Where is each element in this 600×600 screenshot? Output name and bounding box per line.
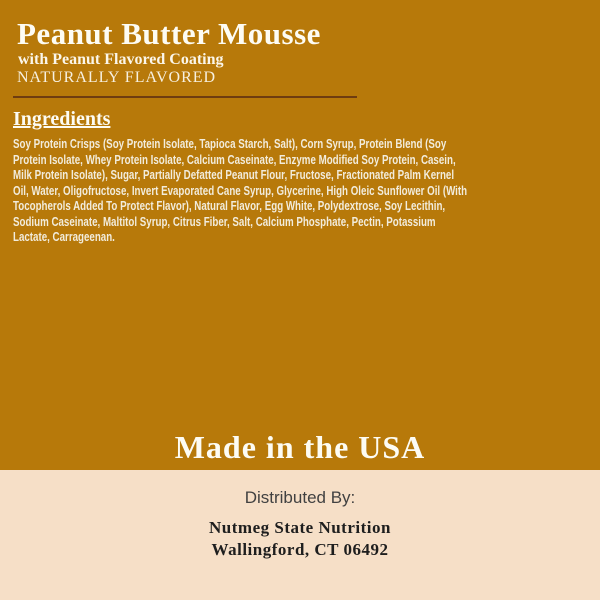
ingredient-line: Tocopherols Added To Protect Flavor), Natural Flavor, Egg White, Polydextrose, Soy Lecithin,	[13, 199, 446, 213]
ingredient-line: Milk Protein Isolate), Sugar, Partially Defatted Peanut Flour, Fructose, Fractionated Palm Kernel	[13, 168, 455, 182]
ingredients-text	[13, 137, 467, 246]
ingredient-line: Soy Protein Crisps (Soy Protein Isolate, Tapioca Starch, Salt), Corn Syrup, Protein Blend (Soy	[13, 137, 447, 151]
ingredient-line: Protein Isolate, Whey Protein Isolate, Calcium Caseinate, Enzyme Modified Soy Protein, Casein,	[13, 152, 456, 167]
ingredient-line: Lactate, Carrageenan.	[13, 230, 115, 244]
header-divider	[13, 96, 357, 98]
product-tagline: NATURALLY FLAVORED	[17, 69, 217, 86]
made-in-usa-text: Made in the USA	[174, 429, 426, 465]
distributor-address: Wallingford, CT 06492	[211, 540, 389, 559]
ingredients-heading: Ingredients	[13, 108, 111, 130]
distributor-name: Nutmeg State Nutrition	[209, 518, 391, 537]
distributed-by-label: Distributed By:	[244, 488, 356, 507]
product-title: Peanut Butter Mousse	[17, 16, 321, 51]
product-subtitle: with Peanut Flavored Coating	[18, 51, 224, 68]
ingredient-line: Oil, Water, Oligofructose, Invert Evaporated Cane Syrup, Glycerine, High Oleic Sunflower Oil (With	[13, 183, 468, 198]
ingredient-line: Sodium Caseinate, Maltitol Syrup, Citrus Fiber, Salt, Calcium Phosphate, Pectin, Potassium	[13, 214, 436, 229]
